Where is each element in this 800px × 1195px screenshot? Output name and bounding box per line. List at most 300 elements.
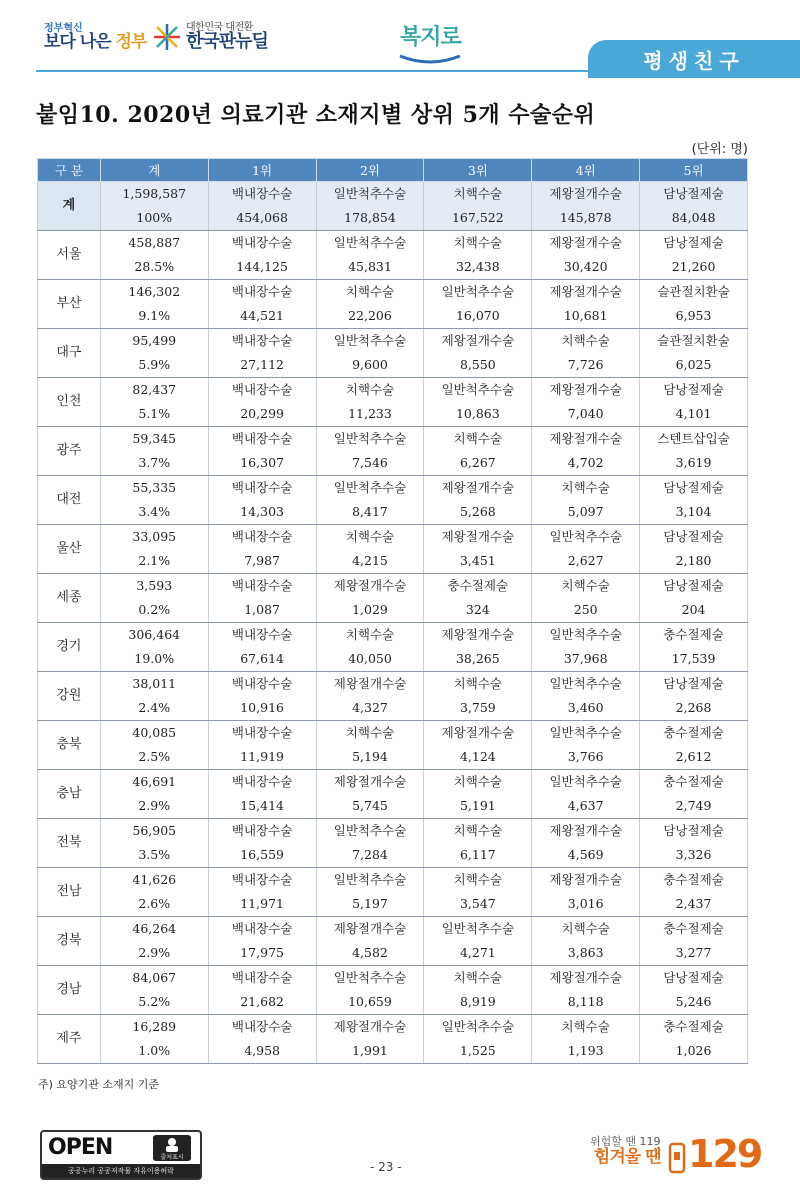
- surgery-name-cell: 일반척추수술: [316, 427, 424, 452]
- surgery-count-cell: 7,546: [316, 451, 424, 476]
- surgery-name-cell: 제왕절개수술: [532, 966, 640, 991]
- surgery-count-cell: 3,451: [424, 549, 532, 574]
- gov-innovation-logo: [44, 24, 146, 51]
- table-row: [38, 721, 748, 746]
- surgery-name-cell: 치핵수술: [316, 378, 424, 403]
- surgery-name-cell: 충수절제술: [640, 868, 748, 893]
- surgery-name-cell: 제왕절개수술: [532, 378, 640, 403]
- surgery-count-cell: 4,582: [316, 941, 424, 966]
- surgery-name-cell: 충수절제술: [640, 721, 748, 746]
- surgery-name-cell: 치핵수술: [532, 329, 640, 354]
- share-percent-cell: 19.0%: [100, 647, 208, 672]
- bokjiro-swoosh-icon: [398, 52, 462, 66]
- surgery-count-cell: 32,438: [424, 255, 532, 280]
- table-row: [38, 304, 748, 329]
- hotline-number: 129: [688, 1132, 762, 1176]
- table-row: [38, 280, 748, 305]
- surgery-name-cell: 충수절제술: [640, 1015, 748, 1040]
- page-header: [0, 0, 800, 80]
- total-count-cell: 1,598,587: [100, 182, 208, 207]
- table-row: [38, 647, 748, 672]
- surgery-name-cell: 제왕절개수술: [316, 917, 424, 942]
- share-percent-cell: 100%: [100, 206, 208, 231]
- surgery-count-cell: 11,971: [208, 892, 316, 917]
- table-row: [38, 1039, 748, 1064]
- region-cell: 경기: [38, 623, 101, 672]
- surgery-name-cell: 슬관절치환술: [640, 329, 748, 354]
- column-header: 1위: [208, 159, 316, 182]
- region-cell: 경북: [38, 917, 101, 966]
- total-count-cell: 306,464: [100, 623, 208, 648]
- surgery-name-cell: 백내장수술: [208, 378, 316, 403]
- surgery-count-cell: 6,117: [424, 843, 532, 868]
- surgery-count-cell: 21,260: [640, 255, 748, 280]
- surgery-count-cell: 16,307: [208, 451, 316, 476]
- surgery-count-cell: 7,726: [532, 353, 640, 378]
- surgery-count-cell: 37,968: [532, 647, 640, 672]
- surgery-count-cell: 8,417: [316, 500, 424, 525]
- share-percent-cell: 2.9%: [100, 941, 208, 966]
- kogl-caption: 공공누리 공공저작물 자유이용허락: [42, 1164, 200, 1178]
- surgery-count-cell: 3,104: [640, 500, 748, 525]
- surgery-count-cell: 5,246: [640, 990, 748, 1015]
- surgery-count-cell: 145,878: [532, 206, 640, 231]
- lifelong-friend-banner: 평생친구: [588, 40, 800, 78]
- surgery-name-cell: 담낭절제술: [640, 819, 748, 844]
- bokjiro-logo: 복지로: [400, 25, 461, 50]
- attribution-label: 출처표시: [160, 1154, 184, 1161]
- surgery-name-cell: 치핵수술: [424, 966, 532, 991]
- total-count-cell: 56,905: [100, 819, 208, 844]
- surgery-name-cell: 담낭절제술: [640, 182, 748, 207]
- surgery-name-cell: 치핵수술: [316, 280, 424, 305]
- surgery-name-cell: 치핵수술: [532, 1015, 640, 1040]
- surgery-name-cell: 제왕절개수술: [424, 623, 532, 648]
- surgery-count-cell: 4,327: [316, 696, 424, 721]
- surgery-count-cell: 5,194: [316, 745, 424, 770]
- table-row: [38, 500, 748, 525]
- surgery-name-cell: 제왕절개수술: [316, 770, 424, 795]
- page-title: 붙임10. 2020년 의료기관 소재지별 상위 5개 수술순위: [36, 102, 596, 128]
- surgery-name-cell: 일반척추수술: [316, 231, 424, 256]
- share-percent-cell: 5.9%: [100, 353, 208, 378]
- open-word: OPEN: [48, 1135, 113, 1160]
- surgery-count-cell: 4,124: [424, 745, 532, 770]
- surgery-name-cell: 충수절제술: [640, 917, 748, 942]
- surgery-ranking-table: [37, 158, 748, 1064]
- table-row: [38, 329, 748, 354]
- surgery-count-cell: 17,539: [640, 647, 748, 672]
- surgery-count-cell: 14,303: [208, 500, 316, 525]
- surgery-count-cell: 2,627: [532, 549, 640, 574]
- region-cell: 전남: [38, 868, 101, 917]
- surgery-name-cell: 제왕절개수술: [532, 427, 640, 452]
- surgery-count-cell: 20,299: [208, 402, 316, 427]
- surgery-count-cell: 27,112: [208, 353, 316, 378]
- header-rule: [36, 70, 596, 72]
- total-count-cell: 146,302: [100, 280, 208, 305]
- surgery-name-cell: 일반척추수술: [316, 476, 424, 501]
- kogl-open-license-badge: [40, 1130, 202, 1180]
- region-cell: 부산: [38, 280, 101, 329]
- surgery-count-cell: 4,958: [208, 1039, 316, 1064]
- table-row: [38, 427, 748, 452]
- surgery-name-cell: 일반척추수술: [424, 1015, 532, 1040]
- surgery-name-cell: 제왕절개수술: [424, 525, 532, 550]
- surgery-count-cell: 7,040: [532, 402, 640, 427]
- attribution-icon: [153, 1135, 191, 1161]
- newdeal-emblem-icon: [152, 22, 182, 52]
- table-row: [38, 696, 748, 721]
- surgery-name-cell: 담낭절제술: [640, 378, 748, 403]
- surgery-name-cell: 제왕절개수술: [532, 819, 640, 844]
- surgery-count-cell: 5,197: [316, 892, 424, 917]
- table-row: [38, 770, 748, 795]
- table-row: [38, 623, 748, 648]
- total-count-cell: 46,264: [100, 917, 208, 942]
- surgery-count-cell: 16,559: [208, 843, 316, 868]
- surgery-name-cell: 백내장수술: [208, 476, 316, 501]
- surgery-name-cell: 치핵수술: [424, 182, 532, 207]
- surgery-name-cell: 제왕절개수술: [532, 868, 640, 893]
- table-row: [38, 966, 748, 991]
- surgery-count-cell: 2,268: [640, 696, 748, 721]
- total-count-cell: 59,345: [100, 427, 208, 452]
- total-count-cell: 3,593: [100, 574, 208, 599]
- surgery-count-cell: 17,975: [208, 941, 316, 966]
- surgery-name-cell: 제왕절개수술: [316, 574, 424, 599]
- surgery-count-cell: 5,745: [316, 794, 424, 819]
- total-count-cell: 95,499: [100, 329, 208, 354]
- surgery-name-cell: 치핵수술: [424, 770, 532, 795]
- table-row: [38, 451, 748, 476]
- share-percent-cell: 5.1%: [100, 402, 208, 427]
- surgery-name-cell: 치핵수술: [532, 917, 640, 942]
- surgery-count-cell: 2,437: [640, 892, 748, 917]
- table-row: [38, 745, 748, 770]
- table-row: [38, 941, 748, 966]
- surgery-count-cell: 250: [532, 598, 640, 623]
- surgery-count-cell: 1,193: [532, 1039, 640, 1064]
- surgery-count-cell: 178,854: [316, 206, 424, 231]
- surgery-count-cell: 40,050: [316, 647, 424, 672]
- footnote: 주) 요양기관 소재지 기준: [38, 1078, 160, 1091]
- surgery-count-cell: 144,125: [208, 255, 316, 280]
- surgery-count-cell: 22,206: [316, 304, 424, 329]
- table-row: [38, 892, 748, 917]
- share-percent-cell: 9.1%: [100, 304, 208, 329]
- share-percent-cell: 28.5%: [100, 255, 208, 280]
- surgery-name-cell: 백내장수술: [208, 1015, 316, 1040]
- surgery-name-cell: 백내장수술: [208, 574, 316, 599]
- region-cell: 광주: [38, 427, 101, 476]
- surgery-count-cell: 204: [640, 598, 748, 623]
- surgery-name-cell: 일반척추수술: [424, 917, 532, 942]
- surgery-count-cell: 4,702: [532, 451, 640, 476]
- surgery-count-cell: 6,953: [640, 304, 748, 329]
- surgery-count-cell: 3,326: [640, 843, 748, 868]
- phone-icon: [668, 1140, 686, 1174]
- surgery-name-cell: 백내장수술: [208, 868, 316, 893]
- surgery-name-cell: 충수절제술: [424, 574, 532, 599]
- surgery-name-cell: 백내장수술: [208, 672, 316, 697]
- table-row: [38, 794, 748, 819]
- surgery-name-cell: 치핵수술: [316, 721, 424, 746]
- region-cell: 경남: [38, 966, 101, 1015]
- total-count-cell: 84,067: [100, 966, 208, 991]
- table-row: [38, 843, 748, 868]
- total-count-cell: 55,335: [100, 476, 208, 501]
- table-row: [38, 476, 748, 501]
- surgery-count-cell: 454,068: [208, 206, 316, 231]
- surgery-name-cell: 일반척추수술: [316, 819, 424, 844]
- surgery-count-cell: 44,521: [208, 304, 316, 329]
- surgery-count-cell: 2,612: [640, 745, 748, 770]
- table-row: [38, 917, 748, 942]
- surgery-count-cell: 21,682: [208, 990, 316, 1015]
- surgery-name-cell: 백내장수술: [208, 917, 316, 942]
- surgery-count-cell: 1,991: [316, 1039, 424, 1064]
- surgery-count-cell: 3,766: [532, 745, 640, 770]
- region-cell: 서울: [38, 231, 101, 280]
- surgery-name-cell: 제왕절개수술: [316, 672, 424, 697]
- surgery-name-cell: 충수절제술: [640, 770, 748, 795]
- share-percent-cell: 3.7%: [100, 451, 208, 476]
- table-row: [38, 672, 748, 697]
- surgery-count-cell: 3,547: [424, 892, 532, 917]
- region-cell: 제주: [38, 1015, 101, 1064]
- share-percent-cell: 2.4%: [100, 696, 208, 721]
- surgery-name-cell: 치핵수술: [424, 231, 532, 256]
- page-number: - 23 -: [370, 1160, 402, 1174]
- surgery-count-cell: 1,525: [424, 1039, 532, 1064]
- surgery-count-cell: 10,681: [532, 304, 640, 329]
- surgery-count-cell: 3,460: [532, 696, 640, 721]
- surgery-name-cell: 일반척추수술: [316, 329, 424, 354]
- surgery-name-cell: 치핵수술: [316, 525, 424, 550]
- surgery-name-cell: 치핵수술: [424, 672, 532, 697]
- surgery-name-cell: 담낭절제술: [640, 231, 748, 256]
- table-row: [38, 990, 748, 1015]
- surgery-name-cell: 치핵수술: [316, 623, 424, 648]
- surgery-name-cell: 담낭절제술: [640, 525, 748, 550]
- surgery-count-cell: 11,919: [208, 745, 316, 770]
- total-count-cell: 33,095: [100, 525, 208, 550]
- total-count-cell: 458,887: [100, 231, 208, 256]
- surgery-name-cell: 일반척추수술: [532, 770, 640, 795]
- region-cell: 인천: [38, 378, 101, 427]
- surgery-name-cell: 제왕절개수술: [316, 1015, 424, 1040]
- region-cell: 대구: [38, 329, 101, 378]
- region-cell: 대전: [38, 476, 101, 525]
- surgery-count-cell: 3,619: [640, 451, 748, 476]
- column-header: 계: [100, 159, 208, 182]
- table-row: [38, 353, 748, 378]
- share-percent-cell: 2.6%: [100, 892, 208, 917]
- surgery-count-cell: 30,420: [532, 255, 640, 280]
- surgery-name-cell: 일반척추수술: [532, 623, 640, 648]
- table-row: [38, 206, 748, 231]
- surgery-name-cell: 충수절제술: [640, 623, 748, 648]
- surgery-name-cell: 담낭절제술: [640, 574, 748, 599]
- surgery-name-cell: 치핵수술: [532, 574, 640, 599]
- total-count-cell: 41,626: [100, 868, 208, 893]
- region-cell: 울산: [38, 525, 101, 574]
- surgery-name-cell: 일반척추수술: [316, 182, 424, 207]
- surgery-count-cell: 6,025: [640, 353, 748, 378]
- table-body: [38, 182, 748, 1064]
- total-count-cell: 46,691: [100, 770, 208, 795]
- column-header: 3위: [424, 159, 532, 182]
- newdeal-logo: [152, 22, 268, 52]
- surgery-count-cell: 3,016: [532, 892, 640, 917]
- column-header: 2위: [316, 159, 424, 182]
- surgery-count-cell: 4,271: [424, 941, 532, 966]
- table-row: [38, 549, 748, 574]
- table-row: [38, 525, 748, 550]
- surgery-count-cell: 5,097: [532, 500, 640, 525]
- surgery-name-cell: 치핵수술: [424, 427, 532, 452]
- surgery-count-cell: 10,659: [316, 990, 424, 1015]
- table-row: [38, 868, 748, 893]
- share-percent-cell: 1.0%: [100, 1039, 208, 1064]
- hotline-small-text: 위험할 땐 119: [590, 1135, 661, 1148]
- surgery-count-cell: 167,522: [424, 206, 532, 231]
- surgery-name-cell: 일반척추수술: [532, 721, 640, 746]
- surgery-name-cell: 슬관절치환술: [640, 280, 748, 305]
- table-row: [38, 402, 748, 427]
- surgery-name-cell: 스텐트삽입술: [640, 427, 748, 452]
- surgery-count-cell: 16,070: [424, 304, 532, 329]
- share-percent-cell: 5.2%: [100, 990, 208, 1015]
- surgery-name-cell: 제왕절개수술: [532, 231, 640, 256]
- surgery-name-cell: 제왕절개수술: [532, 280, 640, 305]
- surgery-count-cell: 8,919: [424, 990, 532, 1015]
- surgery-count-cell: 3,863: [532, 941, 640, 966]
- hotline-text: [590, 1136, 661, 1167]
- surgery-name-cell: 백내장수술: [208, 770, 316, 795]
- table-row: [38, 231, 748, 256]
- surgery-count-cell: 4,637: [532, 794, 640, 819]
- surgery-name-cell: 백내장수술: [208, 721, 316, 746]
- surgery-count-cell: 9,600: [316, 353, 424, 378]
- table-row: [38, 378, 748, 403]
- region-cell: 충북: [38, 721, 101, 770]
- surgery-name-cell: 담낭절제술: [640, 672, 748, 697]
- total-count-cell: 82,437: [100, 378, 208, 403]
- region-cell: 세종: [38, 574, 101, 623]
- surgery-name-cell: 백내장수술: [208, 280, 316, 305]
- newdeal-small-text: 대한민국 대전환: [186, 22, 253, 33]
- surgery-count-cell: 15,414: [208, 794, 316, 819]
- total-count-cell: 16,289: [100, 1015, 208, 1040]
- table-row: [38, 1015, 748, 1040]
- table-row: [38, 598, 748, 623]
- surgery-name-cell: 일반척추수술: [532, 672, 640, 697]
- surgery-count-cell: 5,191: [424, 794, 532, 819]
- surgery-name-cell: 담낭절제술: [640, 476, 748, 501]
- surgery-count-cell: 67,614: [208, 647, 316, 672]
- surgery-name-cell: 백내장수술: [208, 966, 316, 991]
- total-count-cell: 40,085: [100, 721, 208, 746]
- column-header: 5위: [640, 159, 748, 182]
- share-percent-cell: 2.1%: [100, 549, 208, 574]
- surgery-name-cell: 백내장수술: [208, 623, 316, 648]
- surgery-name-cell: 일반척추수술: [532, 525, 640, 550]
- surgery-name-cell: 제왕절개수술: [532, 182, 640, 207]
- surgery-count-cell: 1,029: [316, 598, 424, 623]
- surgery-count-cell: 6,267: [424, 451, 532, 476]
- surgery-name-cell: 백내장수술: [208, 231, 316, 256]
- surgery-count-cell: 11,233: [316, 402, 424, 427]
- surgery-count-cell: 2,180: [640, 549, 748, 574]
- surgery-count-cell: 84,048: [640, 206, 748, 231]
- column-header: 구 분: [38, 159, 101, 182]
- surgery-name-cell: 일반척추수술: [424, 378, 532, 403]
- total-count-cell: 38,011: [100, 672, 208, 697]
- surgery-count-cell: 7,987: [208, 549, 316, 574]
- surgery-name-cell: 치핵수술: [424, 819, 532, 844]
- surgery-count-cell: 1,087: [208, 598, 316, 623]
- surgery-count-cell: 5,268: [424, 500, 532, 525]
- share-percent-cell: 3.5%: [100, 843, 208, 868]
- share-percent-cell: 2.9%: [100, 794, 208, 819]
- table-row: [38, 182, 748, 207]
- surgery-count-cell: 10,916: [208, 696, 316, 721]
- surgery-count-cell: 45,831: [316, 255, 424, 280]
- surgery-name-cell: 제왕절개수술: [424, 476, 532, 501]
- table-row: [38, 255, 748, 280]
- surgery-count-cell: 8,118: [532, 990, 640, 1015]
- gov-logo-text-b: 정부: [115, 32, 147, 52]
- surgery-name-cell: 백내장수술: [208, 819, 316, 844]
- column-header: 4위: [532, 159, 640, 182]
- surgery-name-cell: 일반척추수술: [316, 966, 424, 991]
- surgery-count-cell: 38,265: [424, 647, 532, 672]
- surgery-name-cell: 담낭절제술: [640, 966, 748, 991]
- share-percent-cell: 3.4%: [100, 500, 208, 525]
- surgery-name-cell: 일반척추수술: [424, 280, 532, 305]
- surgery-count-cell: 1,026: [640, 1039, 748, 1064]
- table-header-row: [38, 159, 748, 182]
- surgery-count-cell: 2,749: [640, 794, 748, 819]
- table-row: [38, 574, 748, 599]
- surgery-count-cell: 324: [424, 598, 532, 623]
- surgery-name-cell: 제왕절개수술: [424, 329, 532, 354]
- region-cell: 계: [38, 182, 101, 231]
- surgery-name-cell: 백내장수술: [208, 525, 316, 550]
- surgery-count-cell: 10,863: [424, 402, 532, 427]
- share-percent-cell: 0.2%: [100, 598, 208, 623]
- surgery-count-cell: 3,277: [640, 941, 748, 966]
- table-row: [38, 819, 748, 844]
- surgery-name-cell: 제왕절개수술: [424, 721, 532, 746]
- surgery-count-cell: 4,101: [640, 402, 748, 427]
- unit-label: (단위: 명): [691, 142, 748, 157]
- surgery-name-cell: 일반척추수술: [316, 868, 424, 893]
- region-cell: 충남: [38, 770, 101, 819]
- surgery-count-cell: 8,550: [424, 353, 532, 378]
- gov-logo-text-a: 보다 나은: [44, 32, 111, 52]
- newdeal-big-text: 한국판뉴딜: [186, 31, 268, 52]
- surgery-name-cell: 백내장수술: [208, 329, 316, 354]
- surgery-count-cell: 7,284: [316, 843, 424, 868]
- surgery-count-cell: 3,759: [424, 696, 532, 721]
- share-percent-cell: 2.5%: [100, 745, 208, 770]
- region-cell: 전북: [38, 819, 101, 868]
- surgery-name-cell: 치핵수술: [532, 476, 640, 501]
- hotline-big-text: 힘겨울 땐: [593, 1147, 661, 1168]
